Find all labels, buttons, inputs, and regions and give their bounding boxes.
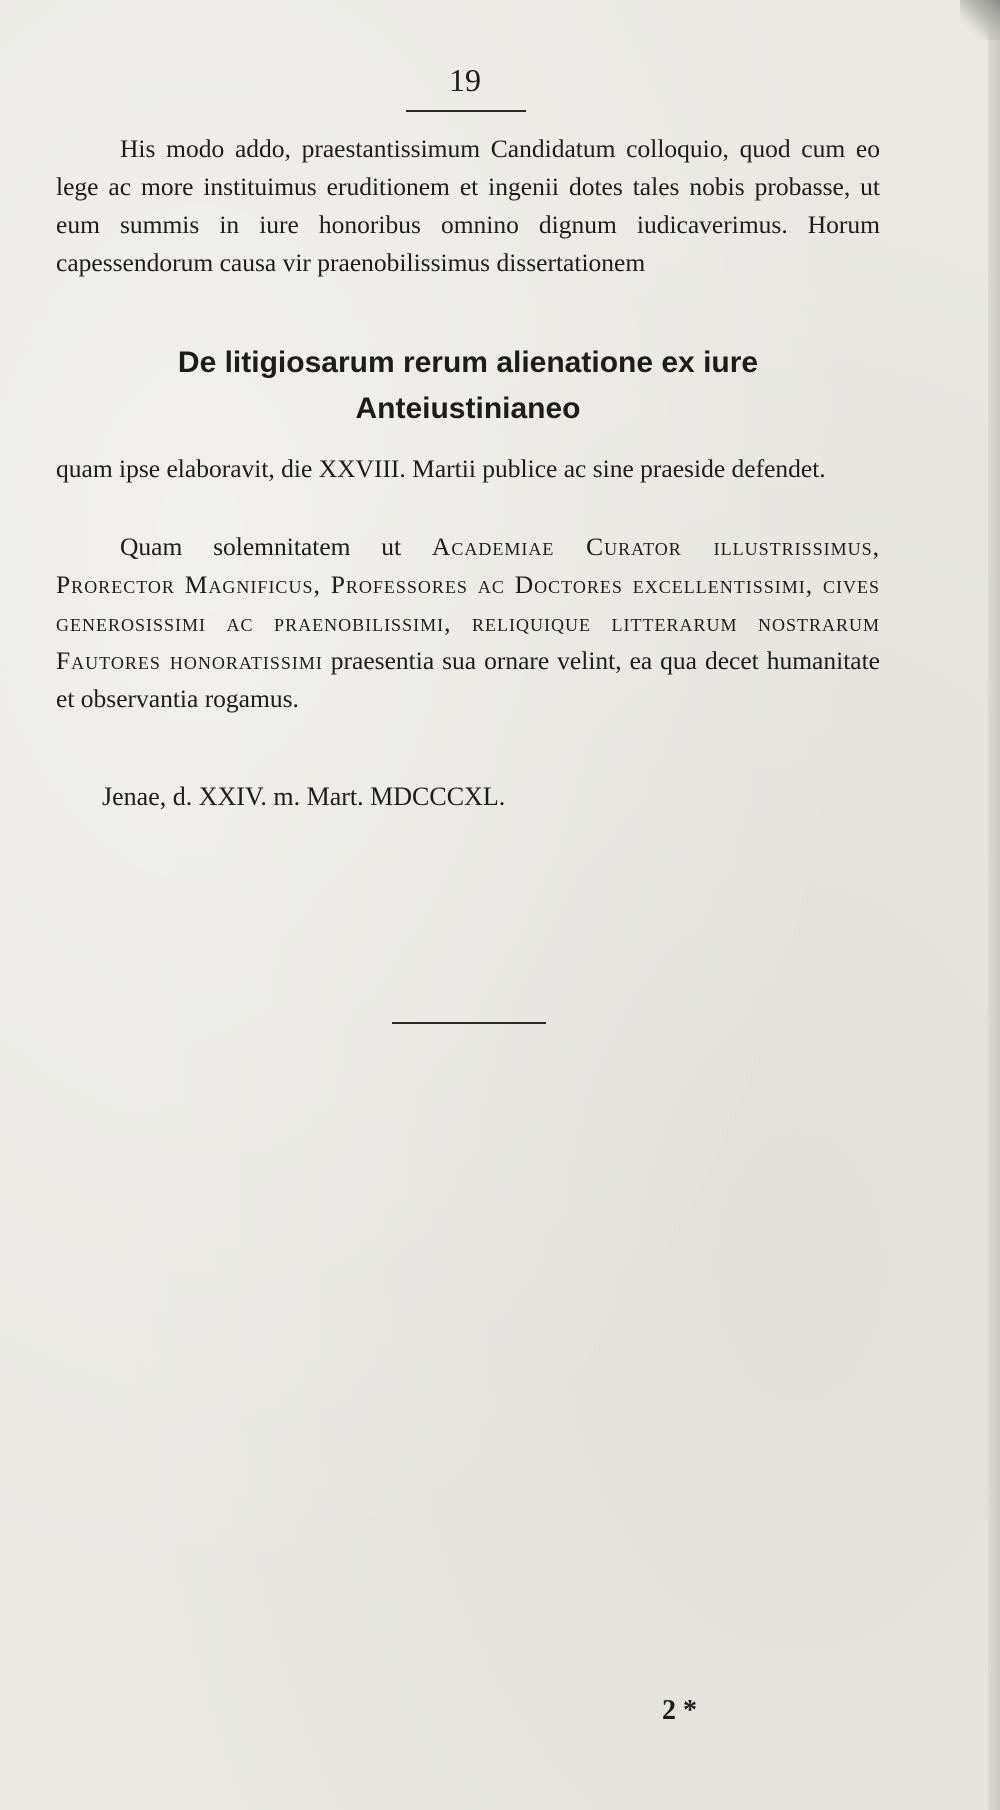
page-edge <box>988 0 1000 1810</box>
dissertation-title <box>56 340 880 432</box>
paragraph-defense-date: quam ipse elaboravit, die XXVIII. Martii publice ac sine praeside defendet. <box>56 454 826 483</box>
paragraph-invitation <box>56 528 880 718</box>
dissertation-title-line-1: De litigiosarum rerum alienatione ex iure <box>177 346 759 379</box>
header-rule <box>406 110 526 112</box>
dateline: Jenae, d. XXIV. m. Mart. MDCCCXL. <box>102 782 506 811</box>
paragraph-candidate-examination: His modo addo, praestantissimum Candidatum colloquio, quod cum eo lege ac more instituimus eruditionem et ingenii dotes tales nobis probasse, ut eum summis in iure honoribus omnino dignum iudicaverimus. Horum capessendorum causa vir praenobilissimus dissertationem <box>56 134 880 277</box>
invitation-closing: praesentia sua ornare velint, ea qua decet humanitate et observantia rogamus. <box>56 646 881 713</box>
corner-fold <box>960 0 1000 40</box>
dissertation-title-line-2: Anteiustinianeo <box>355 392 581 425</box>
invitation-invitees: Academiae Curator illustrissimus, Prorector Magnificus, Professores ac Doctores excellentissimi, cives generosissimi ac praenobilissimi, reliquique litterarum nostrarum Fautores honoratissimi <box>56 532 880 675</box>
closing-rule <box>392 1022 546 1024</box>
signature-mark: 2 * <box>662 1695 697 1726</box>
page-number: 19 <box>449 62 481 98</box>
invitation-intro: Quam solemnitatem ut <box>120 532 432 561</box>
